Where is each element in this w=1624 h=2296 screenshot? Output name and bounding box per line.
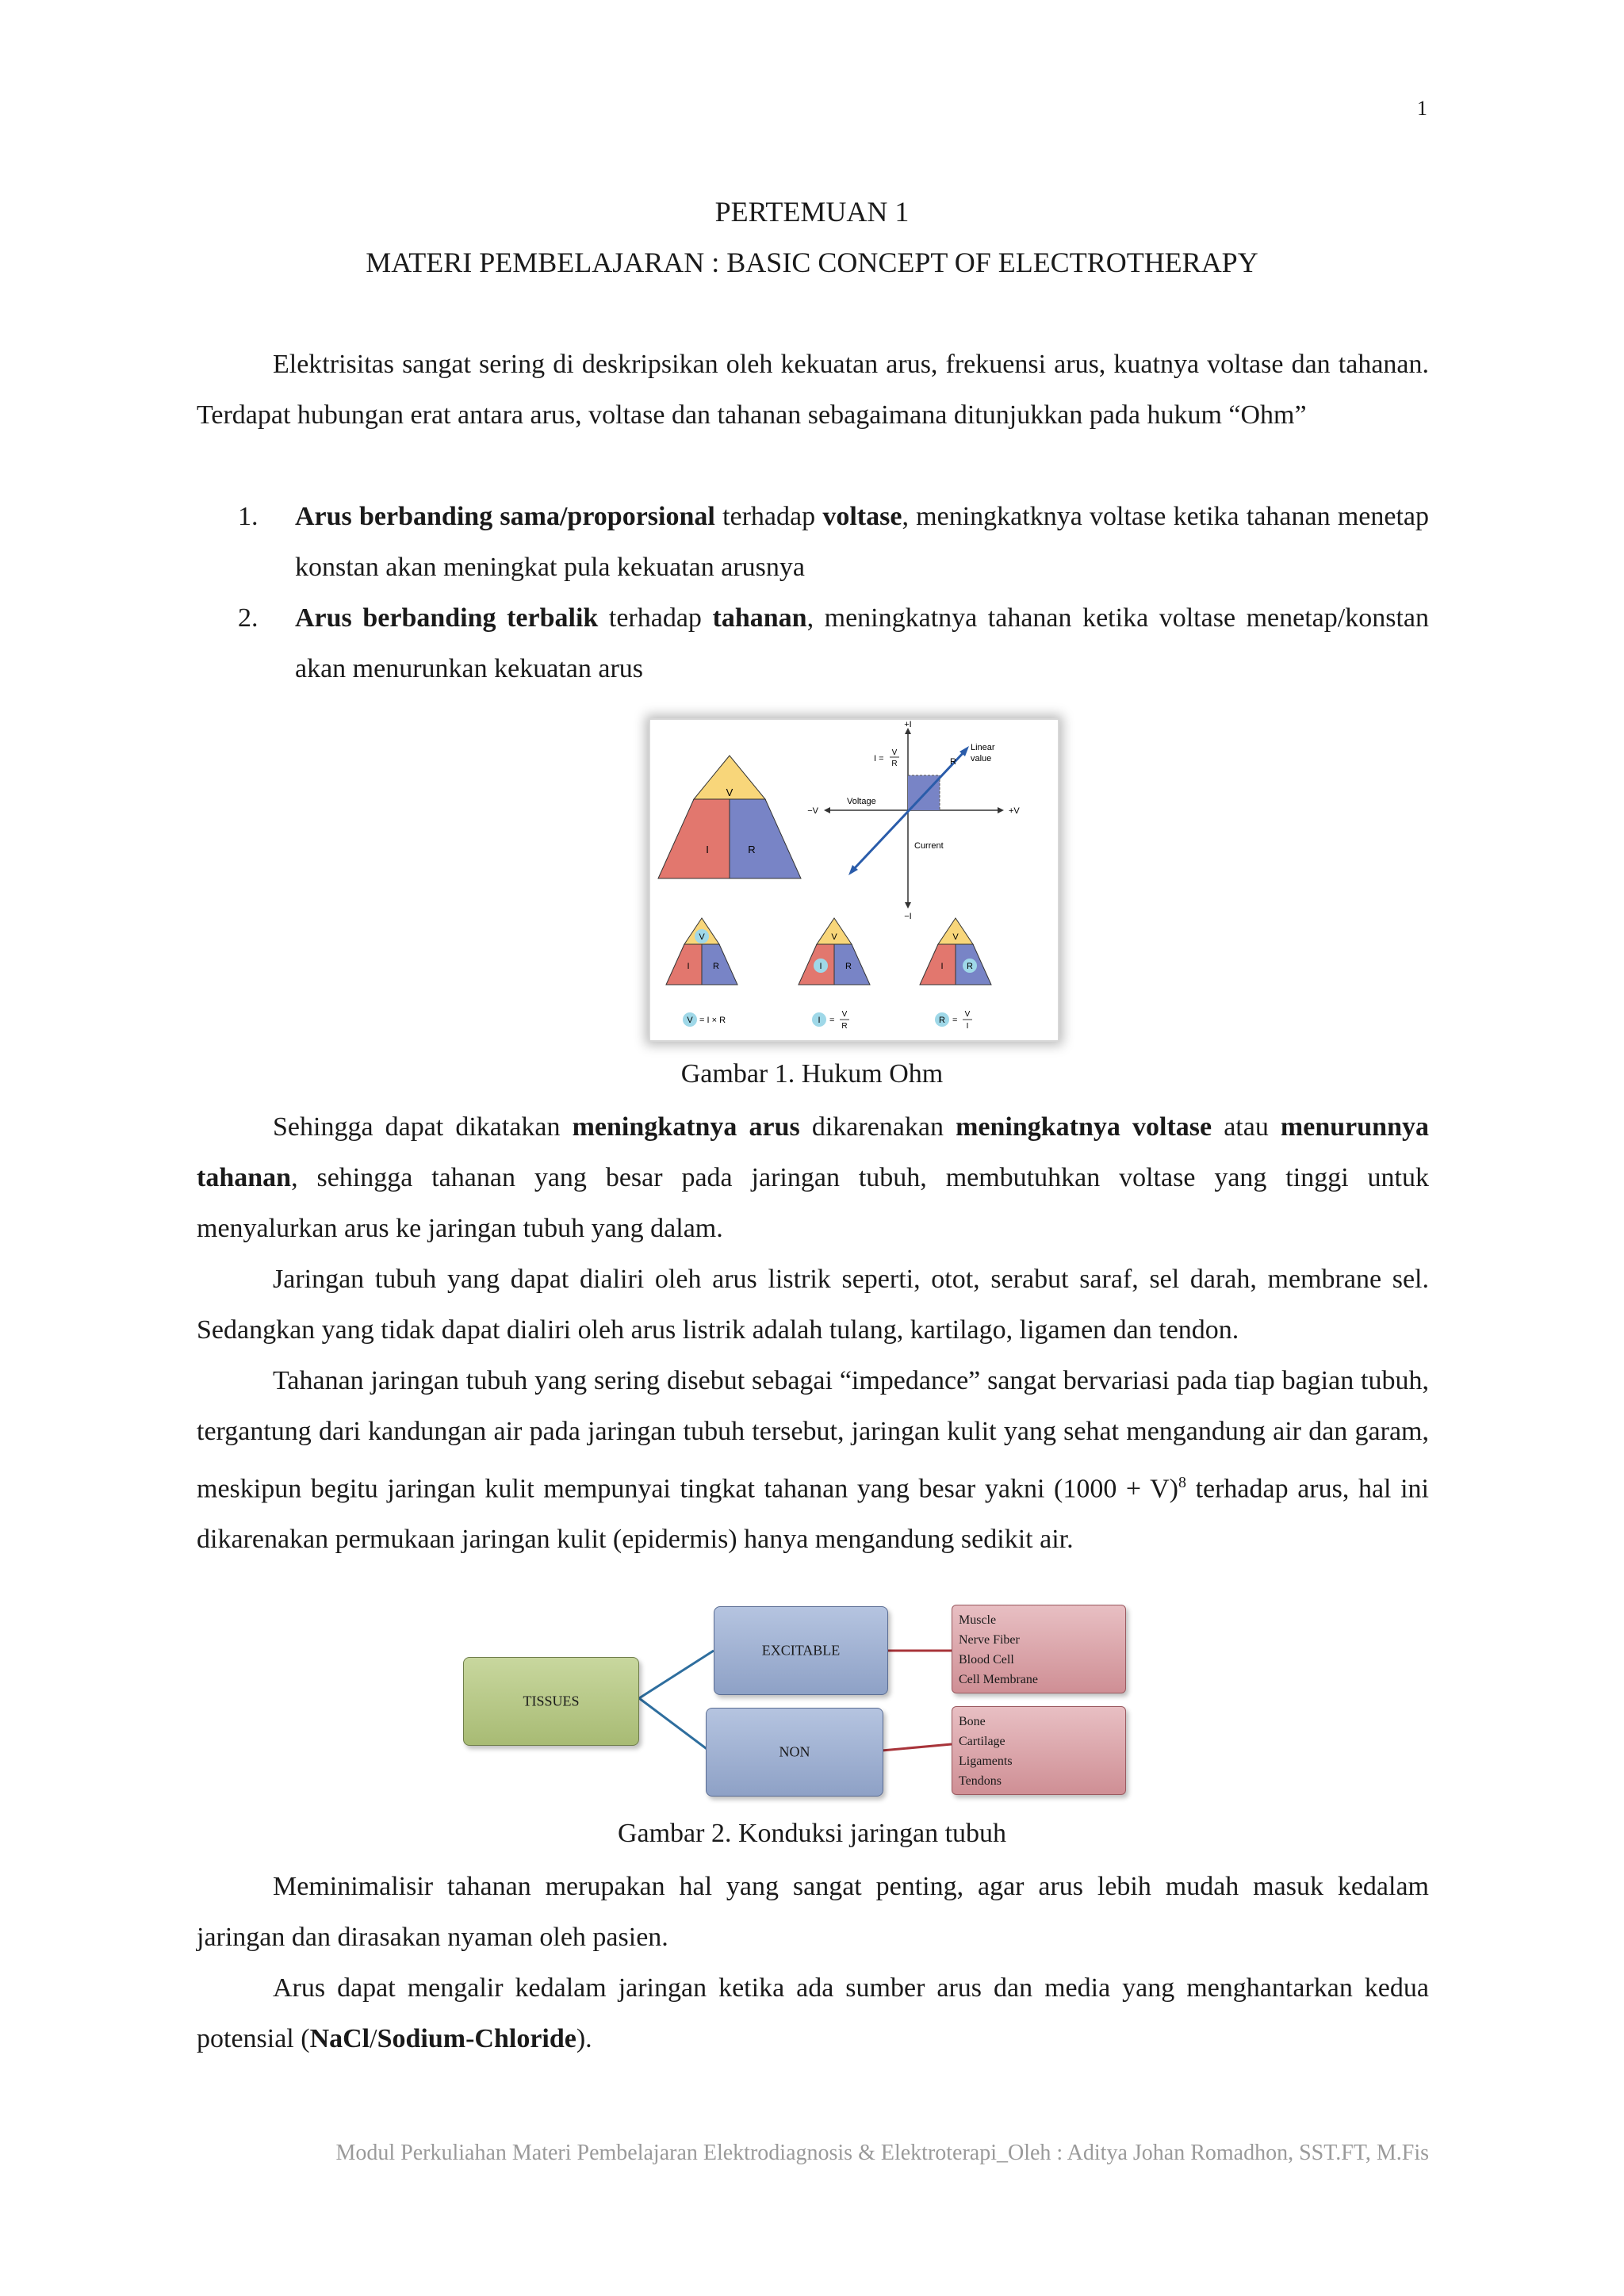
non-list — [952, 1706, 1126, 1795]
triangle-r-section — [730, 799, 801, 878]
page-subtitle: MATERI PEMBELAJARAN : BASIC CONCEPT OF ELECTROTHERAPY — [366, 247, 1258, 278]
paragraph: Meminimalisir tahanan merupakan hal yang sangat penting, agar arus lebih mudah masuk kedalam jaringan dan dirasakan nyaman oleh pasien. — [197, 1872, 1429, 1952]
list-item: Muscle — [959, 1613, 997, 1627]
formula-r — [935, 1010, 972, 1031]
formula-v — [683, 1012, 726, 1027]
non-box — [706, 1708, 883, 1797]
list-bold-1: Arus berbanding terbalik — [295, 603, 599, 633]
svg-text:V: V — [831, 932, 837, 942]
small-triangle-i — [799, 918, 870, 985]
list-item — [238, 492, 1429, 593]
page-footer: Modul Perkuliahan Materi Pembelajaran Elektrodiagnosis & Elektroterapi_Oleh : Aditya Johan Romadhon, SST.FT, M.Fis — [335, 2141, 1429, 2165]
plus-v-label: +V — [1009, 806, 1020, 816]
list-item: Cell Membrane — [959, 1673, 1038, 1686]
svg-text:=: = — [829, 1016, 835, 1025]
svg-text:R: R — [939, 1016, 945, 1025]
svg-text:V: V — [841, 1010, 848, 1019]
excitable-label: EXCITABLE — [761, 1642, 841, 1659]
list-text-1: terhadap — [714, 502, 823, 531]
i-equals-label: I = — [874, 754, 884, 763]
svg-text:R: R — [841, 1022, 848, 1031]
tissues-label: TISSUES — [523, 1693, 580, 1709]
svg-text:V: V — [687, 1016, 693, 1025]
formula-i — [812, 1010, 849, 1031]
para-text: Tahanan jaringan tubuh yang sering disebut sebagai “impedance” sangat bervariasi pada tiap bagian tubuh, tergantung dari kandungan air pada jaringan tubuh tersebut, jaringan kulit yang sehat mengandung air dan garam, meskipun begitu jaringan kulit mempunyai tingkat tahanan yang besar yakni (1000 + V) — [197, 1366, 1429, 1504]
x-axis-arrow — [998, 807, 1004, 813]
page-title: PERTEMUAN 1 — [714, 196, 910, 228]
para-text: Sehingga dapat dikatakan — [273, 1112, 573, 1142]
para-text: , sehingga tahanan yang besar pada jaringan tubuh, membutuhkan voltase yang tinggi untuk menyalurkan arus ke jaringan tubuh yang dalam. — [197, 1163, 1429, 1243]
list-bold-2: voltase — [822, 502, 902, 531]
list-number: 2. — [238, 603, 259, 633]
list-bold-1: Arus berbanding sama/proporsional — [295, 502, 715, 531]
voltage-label: Voltage — [847, 797, 876, 806]
paragraph: Jaringan tubuh yang dapat dialiri oleh arus listrik seperti, otot, serabut saraf, sel darah, membrane sel. Sedangkan yang tidak dapat dialiri oleh arus listrik adalah tulang, kartilago, ligamen dan tendon. — [197, 1265, 1429, 1345]
para-bold: meningkatnya voltase — [956, 1112, 1212, 1142]
para-bold: menurunnya tahanan — [197, 1112, 1429, 1192]
triangle-i-section — [658, 799, 730, 878]
ohms-law-figure — [649, 718, 1059, 1042]
triangle-label-r: R — [748, 844, 756, 855]
svg-text:I: I — [966, 1022, 969, 1031]
list-text-2: , meningkatnya tahanan ketika voltase menetap/konstan akan menurunkan kekuatan arus — [295, 603, 1429, 683]
small-triangle-v — [666, 918, 737, 985]
excitable-box — [714, 1606, 888, 1695]
para-text: Arus dapat mengalir kedalam jaringan ketika ada sumber arus dan media yang menghantarkan kedua potensial ( — [197, 1973, 1429, 2053]
triangle-label-i: I — [706, 844, 709, 855]
svg-text:I: I — [940, 962, 944, 971]
svg-text:V: V — [952, 932, 959, 942]
figure1-caption: Gambar 1. Hukum Ohm — [680, 1059, 944, 1089]
non-label: NON — [779, 1743, 810, 1760]
x-axis-arrow — [824, 807, 830, 813]
tissues-box — [463, 1657, 639, 1746]
list-body — [295, 593, 1429, 695]
svg-text:= I × R: = I × R — [699, 1016, 726, 1025]
svg-text:R: R — [713, 962, 719, 971]
triangle-label-v: V — [726, 786, 733, 798]
list-item: Ligaments — [959, 1755, 1013, 1768]
list-item: Bone — [959, 1715, 986, 1728]
svg-text:R: R — [845, 962, 852, 971]
svg-text:V: V — [964, 1010, 971, 1019]
fraction-r: R — [891, 760, 898, 768]
para-text: atau — [1212, 1112, 1281, 1142]
current-label: Current — [914, 841, 944, 851]
list-item: Blood Cell — [959, 1653, 1014, 1667]
svg-text:I: I — [819, 962, 822, 971]
para-bold: Sodium-Chloride — [377, 2024, 576, 2053]
small-triangle-r — [920, 918, 991, 985]
list-item: Nerve Fiber — [959, 1633, 1020, 1647]
svg-text:I: I — [818, 1016, 821, 1025]
para-bold: NaCl — [309, 2024, 370, 2053]
plus-i-label: +I — [904, 720, 912, 729]
r-slope-label: R — [950, 757, 956, 767]
superscript: 8 — [1178, 1474, 1186, 1491]
excitable-list — [952, 1605, 1126, 1693]
list-text-2: , meningkatknya voltase ketika tahanan menetap konstan akan meningkat pula kekuatan arusnya — [295, 502, 1429, 582]
paragraph — [197, 1102, 1429, 1254]
para-bold: meningkatnya arus — [572, 1112, 800, 1142]
para-text: terhadap arus, hal ini dikarenakan permukaan jaringan kulit (epidermis) hanya mengandung sedikit air. — [197, 1474, 1429, 1555]
list-item: Tendons — [959, 1774, 1002, 1788]
fraction-v: V — [891, 748, 898, 757]
svg-text:V: V — [699, 932, 705, 942]
intro-paragraph: Elektrisitas sangat sering di deskripsikan oleh kekuatan arus, frekuensi arus, kuatnya voltase dan tahanan. Terdapat hubungan erat antara arus, voltase dan tahanan sebagaimana ditunjukkan pada hukum “Ohm” — [197, 350, 1429, 430]
list-body — [295, 492, 1429, 593]
linear-label: Linear — [971, 743, 995, 752]
list-number: 1. — [238, 502, 259, 531]
tissue-conduction-figure — [444, 1594, 1182, 1808]
ohms-law-diagram — [650, 720, 1058, 1040]
minus-v-label: −V — [807, 806, 818, 816]
paragraph — [197, 1356, 1429, 1565]
para-text: ). — [576, 2024, 592, 2053]
y-axis-arrow — [905, 902, 911, 909]
page-number: 1 — [1417, 97, 1427, 120]
list-text-1: terhadap — [598, 603, 713, 633]
svg-text:I: I — [687, 962, 690, 971]
list-item — [238, 593, 1429, 695]
para-text: dikarenakan — [799, 1112, 956, 1142]
para-text: / — [370, 2024, 377, 2053]
svg-text:R: R — [967, 962, 973, 971]
paragraph — [197, 1963, 1429, 2064]
list-item: Cartilage — [959, 1735, 1005, 1748]
figure2-caption: Gambar 2. Konduksi jaringan tubuh — [617, 1819, 1007, 1848]
value-label: value — [971, 754, 992, 763]
svg-text:=: = — [952, 1016, 958, 1025]
minus-i-label: −I — [904, 912, 912, 921]
list-bold-2: tahanan — [712, 603, 807, 633]
